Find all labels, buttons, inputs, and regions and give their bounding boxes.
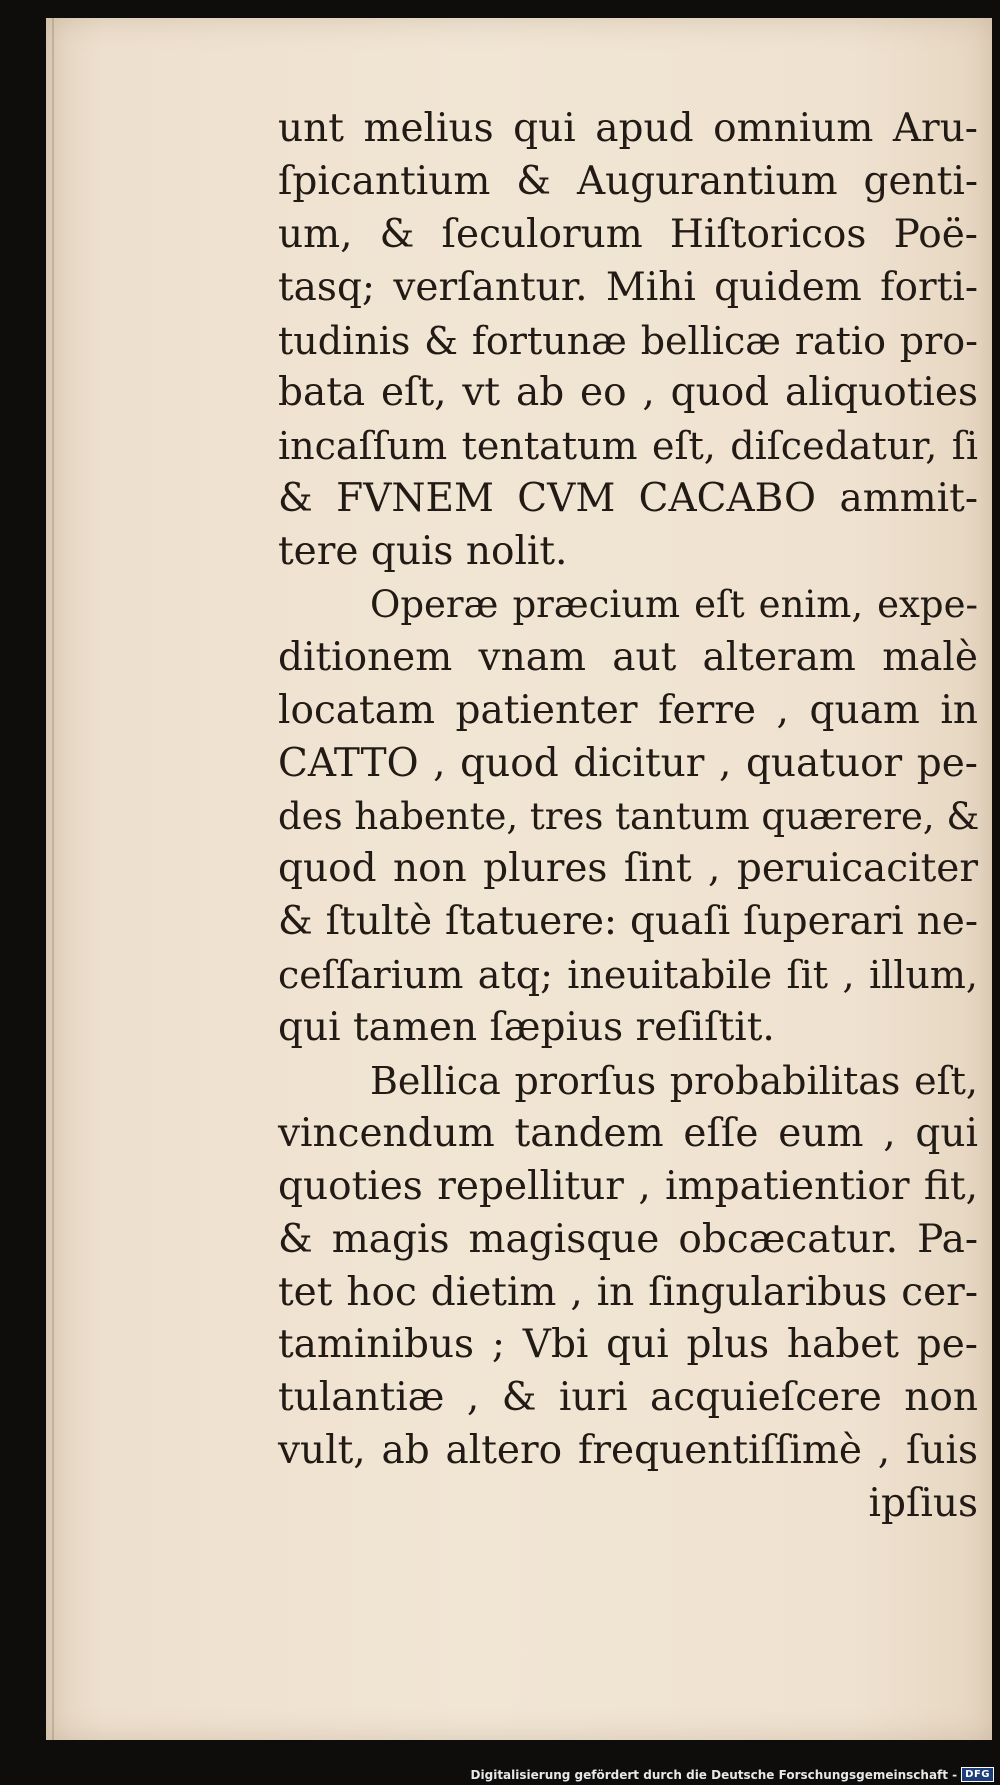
text-line: Operæ præcium eſt enim, expe- [370,583,978,627]
text-line: tudinis & fortunæ bellicæ ratio pro- [278,318,978,363]
text-line: incaſſum tentatum eſt, diſcedatur, ſi [278,424,978,469]
text-line: quoties repellitur , impatientior fit, [278,1163,978,1209]
text-line: tere quis nolit. [278,529,568,575]
text-line: taminibus ; Vbi qui plus habet pe- [278,1322,978,1368]
credit-text: Digitalisierung gefördert durch die Deutsche Forschungsgemeinschaft - [470,1767,958,1782]
text-line: vult, ab altero frequentiſſimè , ſuis [278,1428,978,1474]
text-line: tet hoc dietim , in ſingularibus cer- [278,1269,978,1315]
digitization-credit [471,1767,994,1782]
text-line: & magis magisque obcæcatur. Pa- [278,1216,978,1262]
dfg-logo-icon: DFG [961,1767,994,1782]
text-line: vincendum tandem eſſe eum , qui [278,1110,978,1156]
text-line: & ſtultè ſtatuere: quaſi ſuperari ne- [278,899,978,945]
text-line: unt melius qui apud omnium Aru- [278,106,978,151]
text-line: CATTO , quod dicitur , quatuor pe- [278,740,978,786]
text-line: Bellica prorſus probabilitas eſt, [370,1059,978,1104]
text-line: tasq; verſantur. Mihi quidem forti- [278,264,978,310]
text-line: locatam patienter ferre , quam in [278,687,978,733]
text-line: quod non plures ſint , peruicaciter [278,846,978,892]
text-line: ditionem vnam aut alteram malè [278,634,978,680]
text-line: des habente, tres tantum quærere, & [278,794,980,838]
text-line: bata eſt, vt ab eo , quod aliquoties [278,370,978,416]
book-page [46,18,992,1740]
text-line: ſpicantium & Augurantium genti- [278,158,978,204]
page-text-block [278,103,978,1531]
text-line: & FVNEM CVM CACABO ammit- [278,476,978,522]
text-line: um, & ſeculorum Hiſtoricos Poë- [278,211,978,257]
text-line: tulantiæ , & iuri acquieſcere non [278,1375,978,1421]
text-line: ceſſarium atq; ineuitabile ſit , illum, [278,953,978,998]
text-line: qui tamen ſæpius reſiſtit. [278,1005,775,1051]
catchword: ipſius [868,1481,978,1527]
